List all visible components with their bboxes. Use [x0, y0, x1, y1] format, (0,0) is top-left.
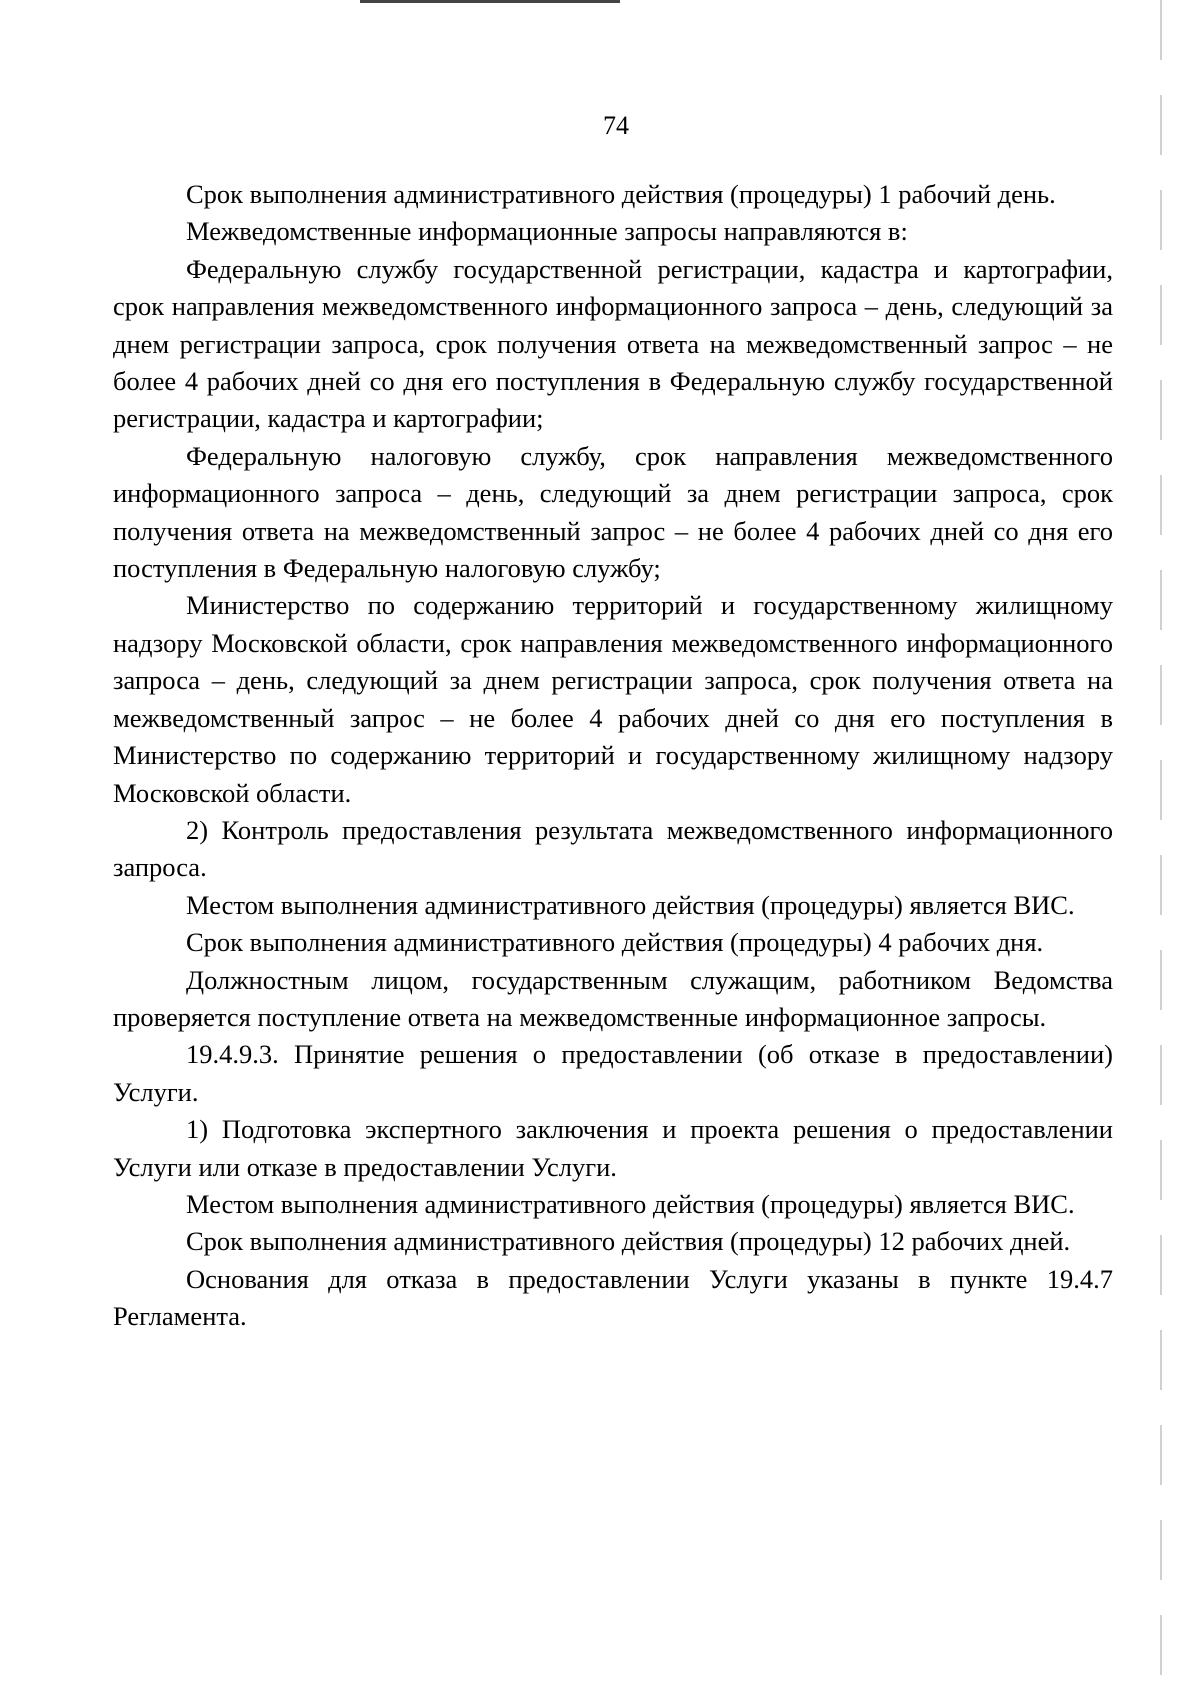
page-number: 74	[603, 111, 629, 140]
paragraph: 1) Подготовка экспертного заключения и проекта решения о предоставлении Услуги или отказе в предоставлении Услуги.	[113, 1114, 1113, 1182]
paragraph: Федеральную налоговую службу, срок направления межведомственного информационного запроса – день, следующий за днем регистрации запроса, срок получения ответа на межведомственный запрос – не более 4 рабочих дней со дня его поступления в Федеральную налоговую службу;	[113, 440, 1113, 584]
paragraph: Должностным лицом, государственным служащим, работником Ведомства проверяется поступление ответа на межведомственные информационное запросы.	[113, 964, 1113, 1032]
paragraph: Срок выполнения административного действия (процедуры) 12 рабочих дней.	[186, 1226, 1071, 1257]
scan-edge-top	[360, 0, 620, 3]
paragraph: Основания для отказа в предоставлении Услуги указаны в пункте 19.4.7 Регламента.	[113, 1263, 1113, 1332]
document-body	[113, 176, 1113, 1336]
paragraph: 19.4.9.3. Принятие решения о предоставлении (об отказе в предоставлении) Услуги.	[113, 1039, 1113, 1107]
paragraph: Местом выполнения административного действия (процедуры) является ВИС.	[186, 1188, 1075, 1219]
paragraph: 2) Контроль предоставления результата межведомственного информационного запроса.	[113, 814, 1113, 883]
paragraph: Федеральную службу государственной регистрации, кадастра и картографии, срок направления межведомственного информационного запроса – день, следующий за днем регистрации запроса, срок получения ответа на межведомственный запрос – не более 4 рабочих дней со дня его поступления в Федеральную службу государственной регистрации, кадастра и картографии;	[113, 253, 1113, 434]
paragraph: Межведомственные информационные запросы направляются в:	[186, 216, 908, 247]
paragraph: Срок выполнения административного действия (процедуры) 4 рабочих дня.	[186, 927, 1044, 958]
paragraph: Министерство по содержанию территорий и государственному жилищному надзору Московской области, срок направления межведомственного информационного запроса – день, следующий за днем регистрации запроса, срок получения ответа на межведомственный запрос – не более 4 рабочих дней со дня его поступления в Министерство по содержанию территорий и государственному жилищному надзору Московской области.	[113, 590, 1113, 808]
scan-edge-right	[1160, 0, 1162, 1698]
paragraph: Срок выполнения административного действия (процедуры) 1 рабочий день.	[186, 179, 1056, 209]
paragraph: Местом выполнения административного действия (процедуры) является ВИС.	[186, 889, 1075, 920]
